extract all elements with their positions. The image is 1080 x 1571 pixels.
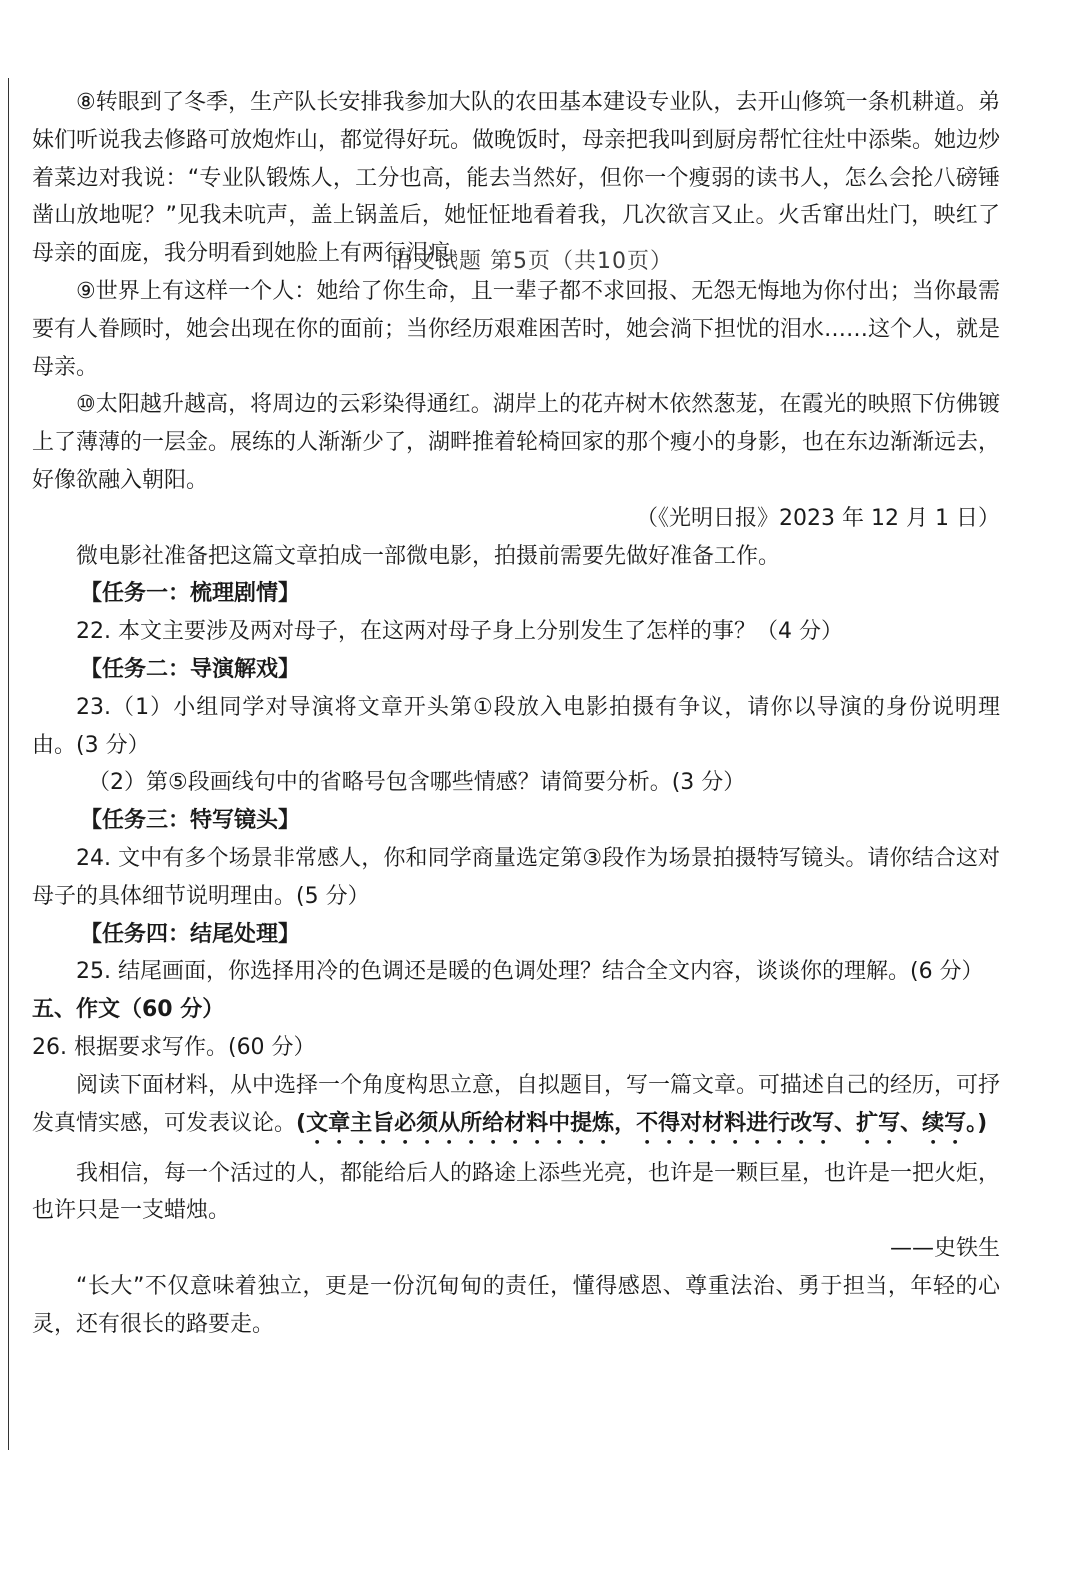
paragraph-8: ⑧转眼到了冬季，生产队长安排我参加大队的农田基本建设专业队，去开山修筑一条机耕道。弟妹们听说我去修路可放炮炸山，都觉得好玩。做晚饭时，母亲把我叫到厨房帮忙往灶中添柴。她边炒着菜边对我说：“专业队锻炼人，工分也高，能去当然好，但你一个瘦弱的读书人，怎么会抡八磅锤凿山放地呢？”见我未吭声，盖上锅盖后，她怔怔地看着我，几次欲言又止。火舌窜出灶门，映红了母亲的面庞，我分明看到她脸上有两行泪痕。	[32, 90, 1001, 267]
material-statement: “长大”不仅意味着独立，更是一份沉甸甸的责任，懂得感恩、尊重法治、勇于担当，年轻的心灵，还有很长的路要走。	[32, 1273, 1000, 1337]
article-source: （《光明日报》2023 年 12 月 1 日）	[636, 505, 1000, 531]
requirement-text: 阅读下面材料，从中选择一个角度构思立意，自拟题目，写一篇文章。可描述自己的经历，可抒发真情实感，可发表议论。	[32, 1072, 1001, 1136]
material-quote: 我相信，每一个活过的人，都能给后人的路途上添些光亮，也许是一颗巨星，也许是一把火炬，也许只是一支蜡烛。	[32, 1160, 1001, 1224]
quote-author: ——史铁生	[889, 1236, 1000, 1262]
question-23-2: （2）第⑤段画线句中的省略号包含哪些情感？请简要分析。(3 分）	[88, 770, 746, 796]
question-22: 22. 本文主要涉及两对母子，在这两对母子身上分别发生了怎样的事？（4 分）	[76, 619, 843, 645]
composition-requirement	[32, 1067, 1000, 1149]
question-24: 24. 文中有多个场景非常感人，你和同学商量选定第③段作为场景拍摄特写镜头。请你结合这对母子的具体细节说明理由。(5 分）	[32, 845, 1000, 909]
exam-page	[32, 84, 1000, 1344]
question-26: 26. 根据要求写作。(60 分）	[32, 1034, 316, 1060]
composition-section-title: 五、作文（60 分）	[32, 997, 225, 1023]
task-4-heading: 【任务四：结尾处理】	[80, 921, 301, 947]
paragraph-9: ⑨世界上有这样一个人：她给了你生命，且一辈子都不求回报、无怨无悔地为你付出；当你最需要有人眷顾时，她会出现在你的面前；当你经历艰难困苦时，她会淌下担忧的泪水……这个人，就是母亲。	[32, 278, 1001, 380]
micro-film-intro: 微电影社准备把这篇文章拍成一部微电影，拍摄前需要先做好准备工作。	[76, 543, 781, 569]
task-1-heading: 【任务一：梳理剧情】	[80, 581, 301, 607]
question-23-1: 23.（1）小组同学对导演将文章开头第①段放入电影拍摄有争议，请你以导演的身份说明理由。(3 分）	[32, 694, 1000, 758]
task-3-heading: 【任务三：特写镜头】	[80, 808, 301, 834]
paragraph-10: ⑩太阳越升越高，将周边的云彩染得通红。湖岸上的花卉树木依然葱茏，在霞光的映照下仿佛镀上了薄薄的一层金。展练的人渐渐少了，湖畔推着轮椅回家的那个瘦小的身影，也在东边渐渐远去，好像欲融入朝阳。	[32, 392, 1001, 493]
left-margin-line	[8, 78, 9, 1450]
task-2-heading: 【任务二：导演解戏】	[80, 656, 301, 682]
page-footer-overlap: 语文试题 第5页（共10页）	[390, 249, 673, 274]
question-25: 25. 结尾画面，你选择用冷的色调还是暖的色调处理？结合全文内容，谈谈你的理解。(6 分）	[76, 959, 984, 985]
requirement-emphasis: (文章主旨必须从所给材料中提炼，不得对材料进行改写、扩写、续写。)	[296, 1110, 988, 1136]
